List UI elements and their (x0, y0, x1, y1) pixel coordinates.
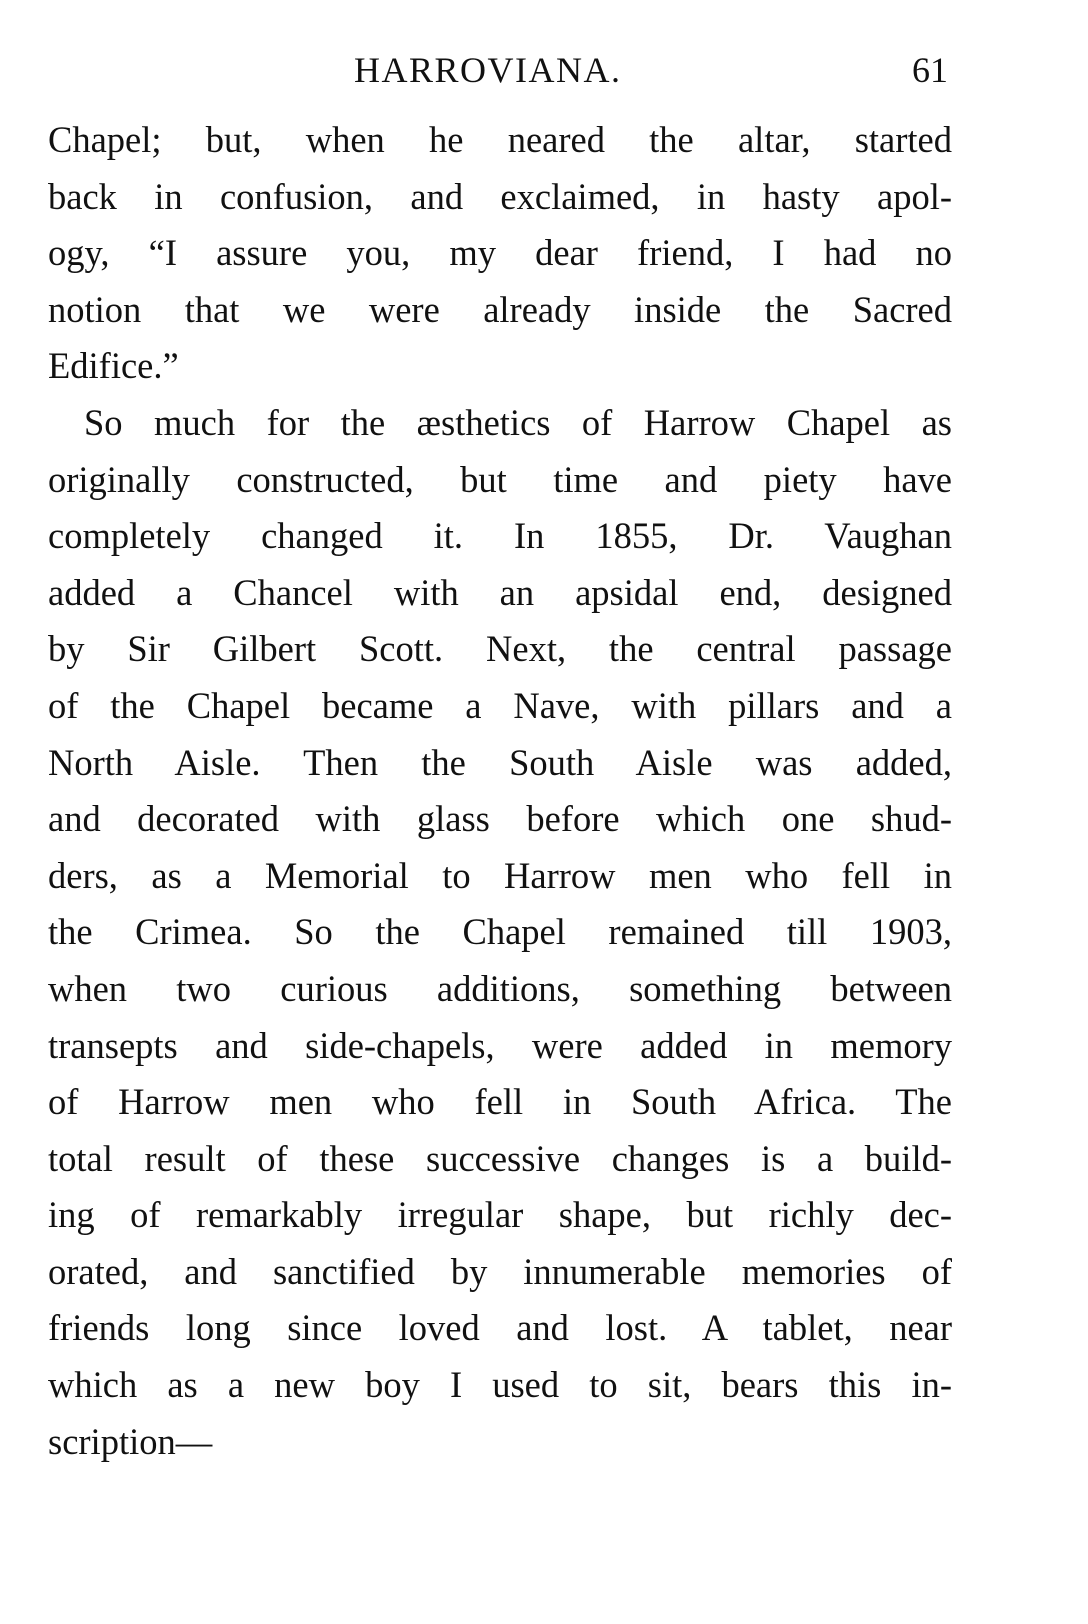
paragraph (48, 112, 952, 395)
text-line: ing of remarkably irregular shape, but richly dec- (48, 1194, 952, 1236)
text-line: added a Chancel with an apsidal end, designed (48, 571, 952, 613)
text-body (48, 112, 952, 1470)
text-line: orated, and sanctified by innumerable memories of (48, 1250, 952, 1292)
text-line: Edifice.” (48, 345, 179, 387)
text-line: by Sir Gilbert Scott. Next, the central passage (48, 628, 952, 670)
text-line: which as a new boy I used to sit, bears this in- (48, 1364, 952, 1406)
text-line: completely changed it. In 1855, Dr. Vaughan (48, 515, 952, 557)
text-line: So much for the æsthetics of Harrow Chapel as (84, 401, 952, 443)
text-line: Chapel; but, when he neared the altar, started (48, 119, 952, 160)
text-line: transepts and side-chapels, were added in memory (48, 1024, 952, 1066)
paragraph (48, 395, 952, 1470)
text-line: originally constructed, but time and piety have (48, 458, 952, 500)
text-line: North Aisle. Then the South Aisle was added, (48, 741, 952, 783)
running-head (0, 45, 1088, 95)
text-line: ders, as a Memorial to Harrow men who fell in (48, 854, 952, 896)
text-line: of the Chapel became a Nave, with pillars and a (48, 684, 952, 726)
text-line: when two curious additions, something between (48, 967, 952, 1009)
text-line: ogy, “I assure you, my dear friend, I had no (48, 232, 952, 274)
text-line: scription— (48, 1420, 213, 1462)
text-line: and decorated with glass before which one shud- (48, 798, 952, 840)
text-line: the Crimea. So the Chapel remained till 1903, (48, 911, 952, 953)
text-line: notion that we were already inside the Sacred (48, 288, 952, 330)
text-line: of Harrow men who fell in South Africa. The (48, 1081, 952, 1123)
text-line: back in confusion, and exclaimed, in hasty apol- (48, 175, 952, 217)
running-title: HARROVIANA. (354, 50, 622, 90)
text-line: friends long since loved and lost. A tablet, near (48, 1307, 952, 1349)
text-line: total result of these successive changes is a build- (48, 1137, 952, 1179)
page-number: 61 (912, 50, 948, 90)
